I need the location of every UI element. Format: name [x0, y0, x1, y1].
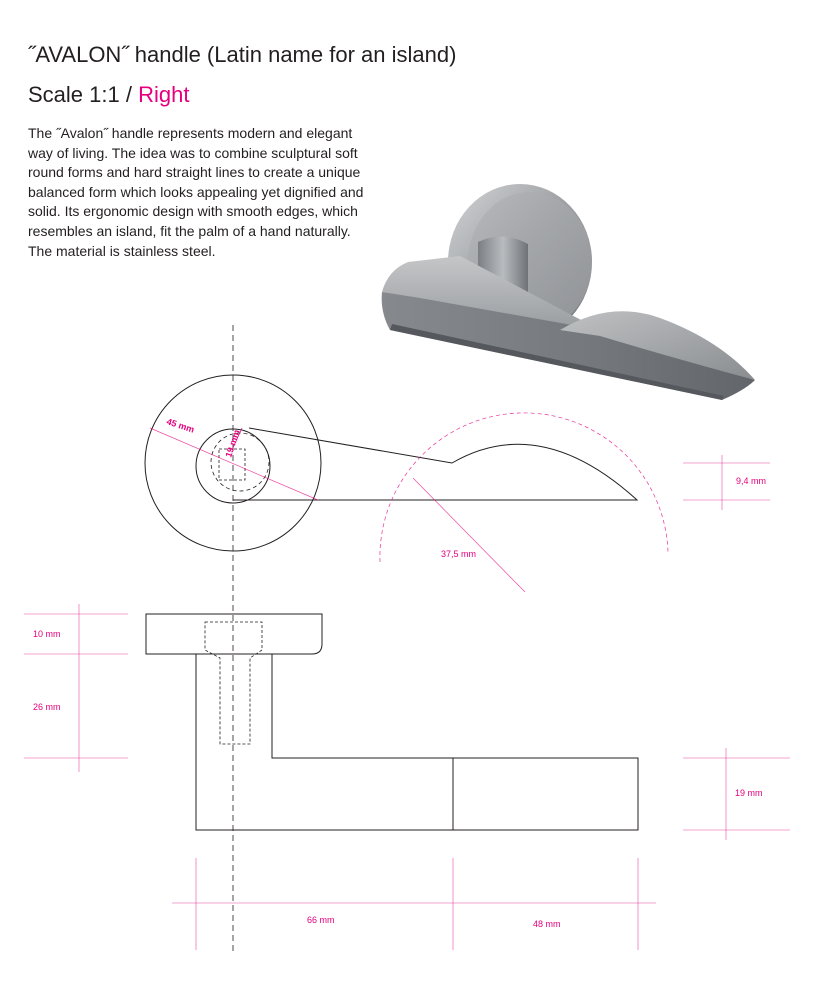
scale-side: Right [138, 82, 190, 107]
dim-spindle: 19 mm [223, 428, 242, 459]
description-text: The ˝Avalon˝ handle represents modern and elegant way of living. The idea was to combine sculptural soft round forms and hard straight lines to create a unique balanced form which looks appealing yet dignified and solid. Its ergonomic design with smooth edges, which resembles an island, fit the palm of a hand naturally. The material is stainless steel. [28, 125, 364, 259]
dim-lever-height: 9,4 mm [736, 476, 767, 486]
side-view [24, 604, 790, 950]
dim-rose-thickness: 10 mm [33, 629, 61, 639]
scale-label: Scale 1:1 / [28, 82, 139, 107]
dim-neck-length: 26 mm [33, 702, 61, 712]
page-title: ˝AVALON˝ handle (Latin name for an island) [28, 42, 457, 67]
scale-heading [28, 82, 189, 108]
dim-lever-thickness: 19 mm [735, 788, 763, 798]
handle-render [382, 184, 755, 400]
dim-rose-diameter: 45 mm [165, 416, 196, 435]
dim-length-outer: 48 mm [533, 919, 561, 929]
top-view [145, 325, 770, 953]
dim-arc-radius: 37,5 mm [441, 549, 477, 559]
dim-length-inner: 66 mm [307, 915, 335, 925]
